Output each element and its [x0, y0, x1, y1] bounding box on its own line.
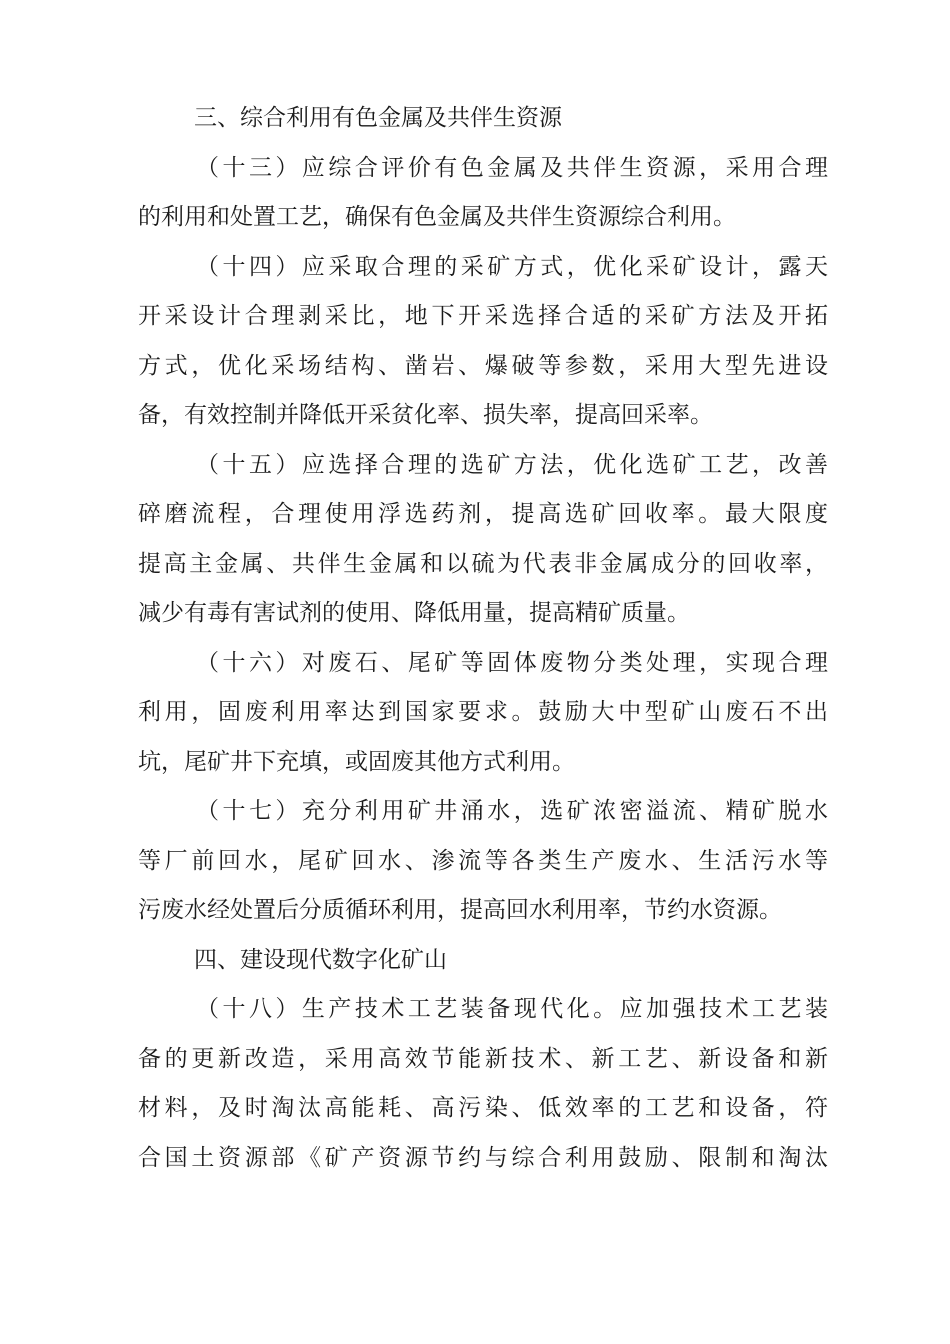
paragraph-15-line-2: 碎磨流程，合理使用浮选药剂，提高选矿回收率。最大限度: [138, 501, 828, 527]
paragraph-17-line-1: （十七）充分利用矿井涌水，选矿浓密溢流、精矿脱水: [196, 798, 828, 824]
paragraph-17-line-3: 污废水经处置后分质循环利用，提高回水利用率，节约水资源。: [138, 897, 782, 923]
document-body: [138, 94, 828, 1183]
section-heading-four: 四、建设现代数字化矿山: [194, 946, 447, 973]
paragraph-14-line-4: 备，有效控制并降低开采贫化率、损失率，提高回采率。: [138, 402, 713, 428]
paragraph-16-line-3: 坑，尾矿井下充填，或固废其他方式利用。: [138, 748, 575, 775]
paragraph-18-line-1: （十八）生产技术工艺装备现代化。应加强技术工艺装: [196, 996, 828, 1022]
paragraph-15-line-1: （十五）应选择合理的选矿方法，优化选矿工艺，改善: [196, 451, 828, 478]
paragraph-18-line-3: 材料，及时淘汰高能耗、高污染、低效率的工艺和设备，符: [138, 1095, 828, 1121]
paragraph-17-line-2: 等厂前回水，尾矿回水、渗流等各类生产废水、生活污水等: [138, 847, 828, 874]
paragraph-16-line-1: （十六）对废石、尾矿等固体废物分类处理，实现合理: [196, 649, 828, 676]
paragraph-16-line-2: 利用，固废利用率达到国家要求。鼓励大中型矿山废石不出: [138, 699, 828, 725]
paragraph-13-line-1: （十三）应综合评价有色金属及共伴生资源，采用合理: [196, 154, 828, 181]
paragraph-18-line-2: 备的更新改造，采用高效节能新技术、新工艺、新设备和新: [138, 1045, 828, 1072]
paragraph-15-line-3: 提高主金属、共伴生金属和以硫为代表非金属成分的回收率，: [138, 550, 828, 577]
paragraph-14-line-2: 开采设计合理剥采比，地下开采选择合适的采矿方法及开拓: [138, 303, 828, 329]
section-heading-three: 三、综合利用有色金属及共伴生资源: [194, 105, 562, 131]
paragraph-15-line-4: 减少有毒有害试剂的使用、降低用量，提高精矿质量。: [138, 600, 690, 626]
paragraph-13-line-2: 的利用和处置工艺，确保有色金属及共伴生资源综合利用。: [138, 204, 736, 230]
paragraph-14-line-1: （十四）应采取合理的采矿方式，优化采矿设计，露天: [196, 253, 828, 280]
paragraph-18-line-4: 合国土资源部《矿产资源节约与综合利用鼓励、限制和淘汰: [138, 1144, 828, 1171]
paragraph-14-line-3: 方式，优化采场结构、凿岩、爆破等参数，采用大型先进设: [138, 352, 828, 379]
